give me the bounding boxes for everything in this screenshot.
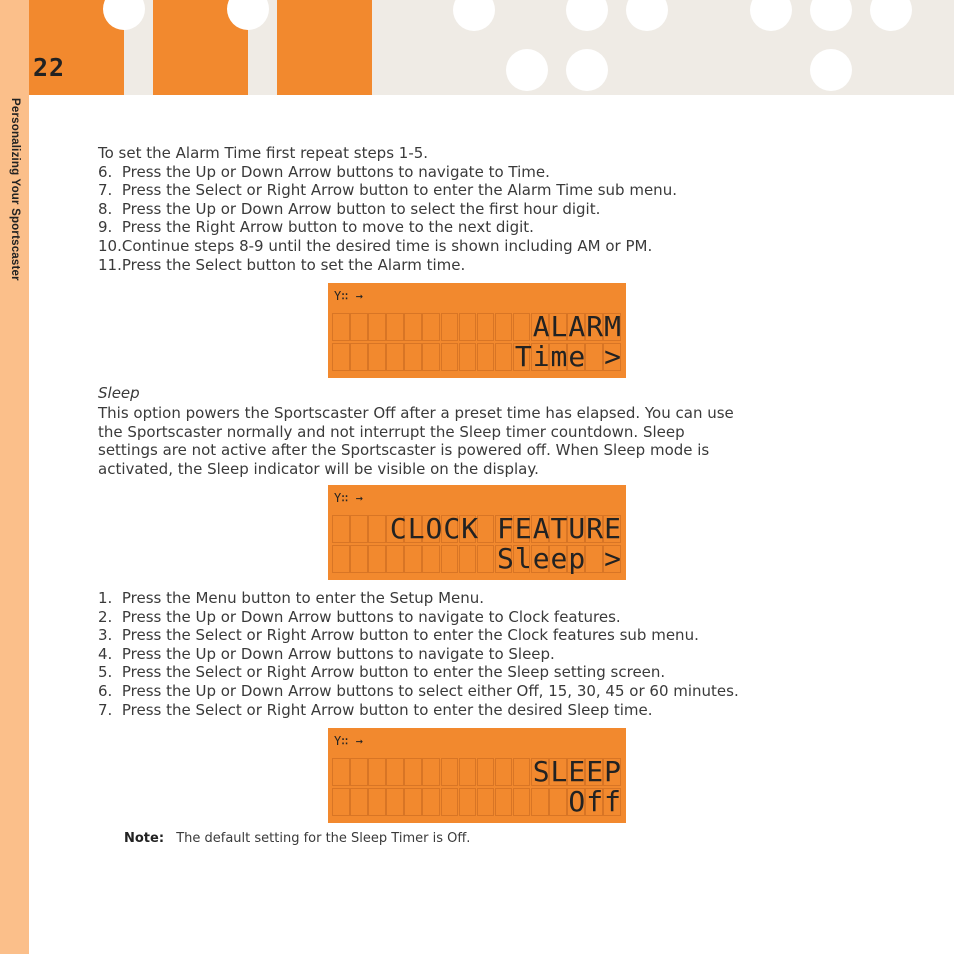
sleep-steps xyxy=(98,589,739,719)
note xyxy=(124,831,470,846)
lcd-cell xyxy=(332,758,350,786)
lcd-cell xyxy=(332,545,350,573)
sleep-paragraph xyxy=(98,404,734,478)
paragraph-line: the Sportscaster normally and not interrupt the Sleep timer countdown. Sleep xyxy=(98,422,685,441)
lcd-cell xyxy=(386,545,404,573)
lcd-cell xyxy=(477,545,495,573)
lcd-cell xyxy=(368,343,386,371)
lcd-cell xyxy=(350,545,368,573)
lcd-cell xyxy=(459,545,477,573)
instruction-line: 7. Press the Select or Right Arrow button to enter the Alarm Time sub menu. xyxy=(98,181,677,200)
lcd-cell xyxy=(404,758,422,786)
page-number: 22 xyxy=(33,53,66,82)
header-dot xyxy=(750,0,792,31)
lcd-cell xyxy=(404,313,422,341)
header-dot xyxy=(506,49,548,91)
paragraph-line: settings are not active after the Sportscaster is powered off. When Sleep mode is xyxy=(98,441,710,460)
lcd-cell xyxy=(386,343,404,371)
lcd-cell xyxy=(441,343,459,371)
lcd-display-clock-feature xyxy=(328,485,626,580)
paragraph-line: This option powers the Sportscaster Off after a preset time has elapsed. You can use xyxy=(98,404,734,422)
lcd-line-1: ALARM xyxy=(532,310,622,343)
lcd-cell xyxy=(404,788,422,816)
lcd-display-alarm xyxy=(328,283,626,378)
header-dot xyxy=(810,0,852,31)
lcd-line-2: Sleep > xyxy=(496,542,622,575)
lcd-cell xyxy=(549,788,567,816)
instruction-line: 11.Press the Select button to set the Alarm time. xyxy=(98,255,466,274)
lcd-cell xyxy=(350,788,368,816)
header-dot xyxy=(566,49,608,91)
lcd-cell xyxy=(477,343,495,371)
note-label: Note: xyxy=(124,831,165,846)
instruction-line: 9. Press the Right Arrow button to move to the next digit. xyxy=(98,218,534,237)
header-dot xyxy=(566,0,608,31)
note-text: The default setting for the Sleep Timer is Off. xyxy=(176,831,471,846)
lcd-cell xyxy=(422,313,440,341)
instruction-line: 6. Press the Up or Down Arrow buttons to select either Off, 15, 30, 45 or 60 minutes. xyxy=(98,681,739,700)
instruction-line: 4. Press the Up or Down Arrow buttons to navigate to Sleep. xyxy=(98,644,555,663)
antenna-power-icon: Y∷ → xyxy=(334,491,363,505)
lcd-line-2: Time > xyxy=(514,340,622,373)
lcd-cell xyxy=(477,758,495,786)
instruction-line: 7. Press the Select or Right Arrow button to enter the desired Sleep time. xyxy=(98,700,653,719)
instruction-line: 3. Press the Select or Right Arrow button to enter the Clock features sub menu. xyxy=(98,626,699,645)
lcd-cell xyxy=(513,788,531,816)
lcd-cell xyxy=(386,758,404,786)
lcd-cell xyxy=(422,788,440,816)
page-header xyxy=(29,0,954,95)
lcd-cell xyxy=(332,313,350,341)
sidebar xyxy=(0,0,29,954)
lcd-cell xyxy=(459,788,477,816)
lcd-cell xyxy=(386,313,404,341)
header-dot xyxy=(870,0,912,31)
lcd-cell xyxy=(422,758,440,786)
instruction-line: 8. Press the Up or Down Arrow button to select the first hour digit. xyxy=(98,199,601,218)
lcd-cell xyxy=(368,758,386,786)
lcd-cell xyxy=(441,545,459,573)
lcd-cell xyxy=(350,758,368,786)
lcd-cell xyxy=(495,758,513,786)
header-block xyxy=(277,0,372,95)
lcd-cell xyxy=(350,515,368,543)
lcd-line-1: SLEEP xyxy=(532,755,622,788)
instruction-line: 2. Press the Up or Down Arrow buttons to navigate to Clock features. xyxy=(98,607,621,626)
lcd-cell xyxy=(459,313,477,341)
lcd-cell xyxy=(513,313,531,341)
sleep-heading: Sleep xyxy=(98,384,140,402)
lcd-cell xyxy=(422,343,440,371)
lcd-cell xyxy=(332,788,350,816)
lcd-cell xyxy=(495,788,513,816)
lcd-cell xyxy=(332,343,350,371)
lcd-cell xyxy=(477,788,495,816)
lcd-cell xyxy=(422,545,440,573)
instruction-line: To set the Alarm Time first repeat steps 1-5. xyxy=(98,144,429,162)
lcd-cell xyxy=(459,343,477,371)
instruction-line: 5. Press the Select or Right Arrow button to enter the Sleep setting screen. xyxy=(98,663,666,682)
paragraph-line: activated, the Sleep indicator will be visible on the display. xyxy=(98,459,539,478)
lcd-cell xyxy=(495,343,513,371)
lcd-cell xyxy=(477,313,495,341)
antenna-power-icon: Y∷ → xyxy=(334,734,363,748)
alarm-instructions xyxy=(98,144,677,274)
lcd-cell xyxy=(350,313,368,341)
lcd-cell xyxy=(495,313,513,341)
lcd-cell xyxy=(404,343,422,371)
antenna-power-icon: Y∷ → xyxy=(334,289,363,303)
lcd-cell xyxy=(368,515,386,543)
lcd-cell xyxy=(368,545,386,573)
header-dot xyxy=(453,0,495,31)
instruction-line: 1. Press the Menu button to enter the Setup Menu. xyxy=(98,589,485,607)
lcd-cell xyxy=(386,788,404,816)
lcd-display-sleep xyxy=(328,728,626,823)
sidebar-title: Personalizing Your Sportscaster xyxy=(9,98,21,281)
lcd-line-1: CLOCK FEATURE xyxy=(389,512,622,545)
instruction-line: 10.Continue steps 8-9 until the desired time is shown including AM or PM. xyxy=(98,236,653,255)
header-dot xyxy=(626,0,668,31)
lcd-cell xyxy=(368,788,386,816)
header-dot xyxy=(810,49,852,91)
lcd-cell xyxy=(332,515,350,543)
lcd-cell xyxy=(350,343,368,371)
lcd-cell xyxy=(531,788,549,816)
lcd-cell xyxy=(441,788,459,816)
lcd-cell xyxy=(368,313,386,341)
lcd-cell xyxy=(513,758,531,786)
lcd-cell xyxy=(441,313,459,341)
lcd-line-2: Off xyxy=(568,785,622,818)
lcd-cell xyxy=(404,545,422,573)
instruction-line: 6. Press the Up or Down Arrow buttons to navigate to Time. xyxy=(98,162,550,181)
lcd-cell xyxy=(441,758,459,786)
lcd-cell xyxy=(459,758,477,786)
